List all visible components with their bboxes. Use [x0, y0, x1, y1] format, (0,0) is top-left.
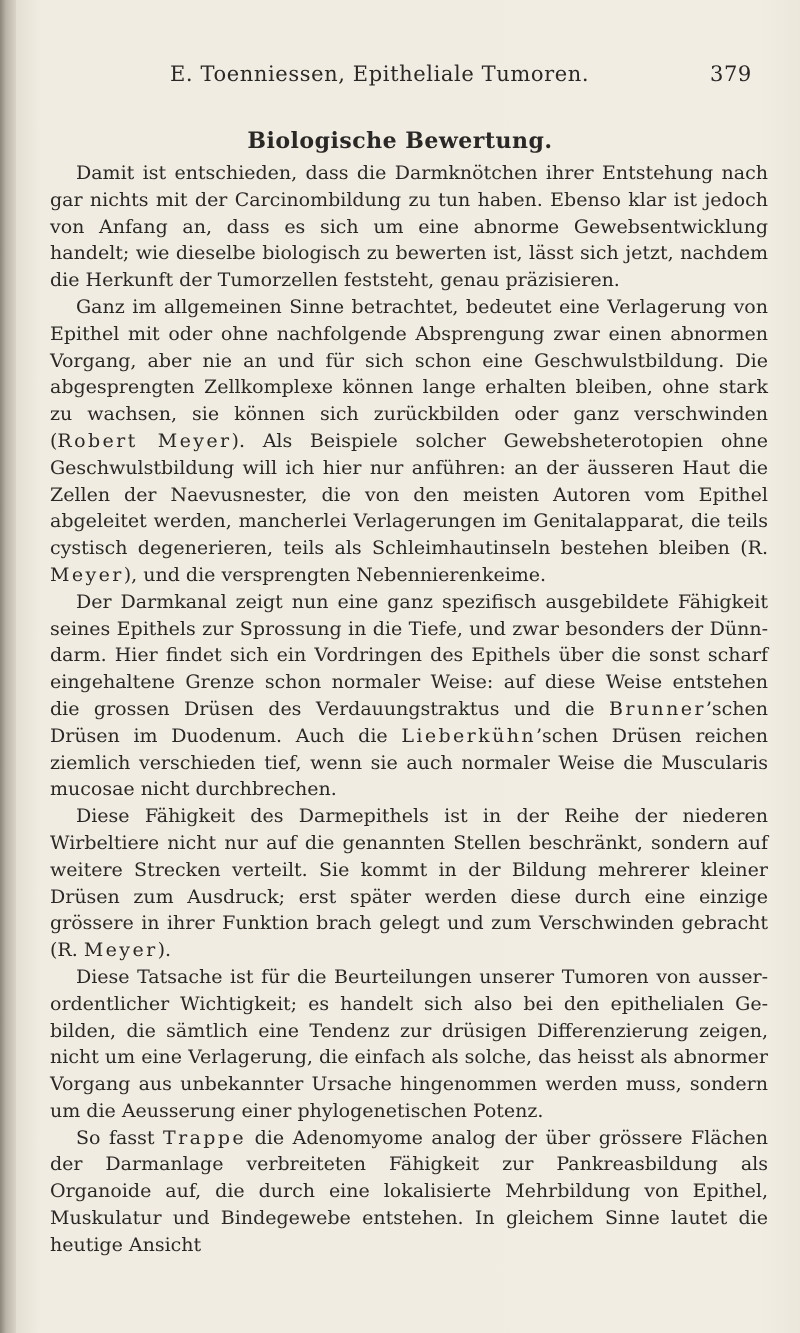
author-name: Brunner [608, 697, 706, 720]
text-run: So fasst [76, 1126, 164, 1149]
author-name: Meyer [83, 939, 158, 962]
paragraph [50, 589, 768, 803]
text-run: Diese Tatsache ist für die Beurteilungen unserer Tumoren von ausserordentlicher Wichtigkeit; es handelt sich also bei den epithelialen Gebilden, die sämtlich eine Tendenz zur drüsigen Differenzierung zeigen, nicht um eine Verlagerung, die einfach als solche, das heisst als abnormer Vorgang aus unbekannter Ursache hingenommen werden muss, sondern um die Aeusserung einer phylogenetischen Potenz. [50, 965, 768, 1122]
section-title: Biologische Bewertung. [247, 128, 553, 154]
running-head [0, 62, 800, 96]
text-run: Der Darmkanal zeigt nun eine ganz spezifisch ausgebildete Fähigkeit seines Epithels zur Sprossung in die Tiefe, und zwar besonders der Dünndarm. Hier findet sich ein Vordringen des Epithels über die sonst scharf eingehaltene Grenze schon normaler Weise: auf diese Weise entstehen die grossen Drüsen des Verdauungstraktus und die [50, 590, 768, 720]
running-head-title: E. Toenniessen, Epitheliale Tumoren. [170, 62, 590, 86]
body-text [50, 160, 768, 1259]
text-run: ), und die versprengten Nebennierenkeime. [123, 563, 547, 586]
paragraph [50, 160, 768, 294]
author-name: Trappe [163, 1126, 247, 1149]
text-run: die Adenomyome analog der über grössere Flächen der Darmanlage verbreiteten Fähigkeit zur Pankreasbildung als Organoide auf, die durch eine lokalisierte Mehrbildung von Epithel, Muskulatur und Bindegewebe entstehen. In gleichem Sinne lautet die heutige Ansicht [50, 1126, 768, 1256]
author-name: Robert Meyer [57, 429, 232, 452]
paragraph [50, 294, 768, 589]
text-run: ’schen Drüsen im Duodenum. Auch die [50, 697, 768, 747]
text-run: ’schen Drüsen reichen ziemlich verschieden tief, wenn sie auch normaler Weise die Muscularis mucosae nicht durchbrechen. [50, 724, 768, 801]
paragraph [50, 1125, 768, 1259]
page-number: 379 [710, 62, 752, 86]
text-run: Damit ist entschieden, dass die Darmknötchen ihrer Entstehung nach gar nichts mit der Carcinombildung zu tun haben. Ebenso klar ist jedoch von Anfang an, dass es sich um eine abnorme Gewebsentwicklung handelt; wie dieselbe biologisch zu bewerten ist, lässt sich jetzt, nachdem die Herkunft der Tumorzellen feststeht, genau präzisieren. [50, 162, 768, 292]
text-run: Diese Fähigkeit des Darmepithels ist in der Reihe der niederen Wirbeltiere nicht nur auf die genannten Stellen beschränkt, sondern auf weitere Strecken verteilt. Sie kommt in der Bildung mehrerer kleiner Drüsen zum Ausdruck; erst später werden diese durch eine einzige grössere in ihrer Funktion brach gelegt und zum Verschwinden gebracht (R. [50, 805, 768, 962]
author-name: Meyer [50, 563, 124, 586]
text-run: ). [157, 939, 172, 962]
text-run: ). Als Beispiele solcher Gewebsheterotopien ohne Geschwulstbildung will ich hier nur anführen: an der äusseren Haut die Zellen der Naevusnester, die von den meisten Autoren vom Epithel abgeleitet werden, mancherlei Verlagerungen im Genitalapparat, die teils cystisch degenerieren, teils als Schleimhautinseln bestehen bleiben (R. [50, 429, 768, 560]
author-name: Lieberkühn [401, 724, 536, 747]
book-binding-edge [0, 0, 16, 1333]
paragraph [50, 803, 768, 964]
paragraph [50, 964, 768, 1125]
text-run: Ganz im allgemeinen Sinne betrachtet, bedeutet eine Verlagerung von Epithel mit oder ohne nachfolgende Absprengung zwar einen abnormen Vorgang, aber nie an und für sich schon eine Geschwulstbildung. Die abgesprengten Zellkomplexe können lange erhalten bleiben, ohne stark zu wachsen, sie können sich zurückbilden oder ganz verschwinden ( [50, 295, 768, 452]
